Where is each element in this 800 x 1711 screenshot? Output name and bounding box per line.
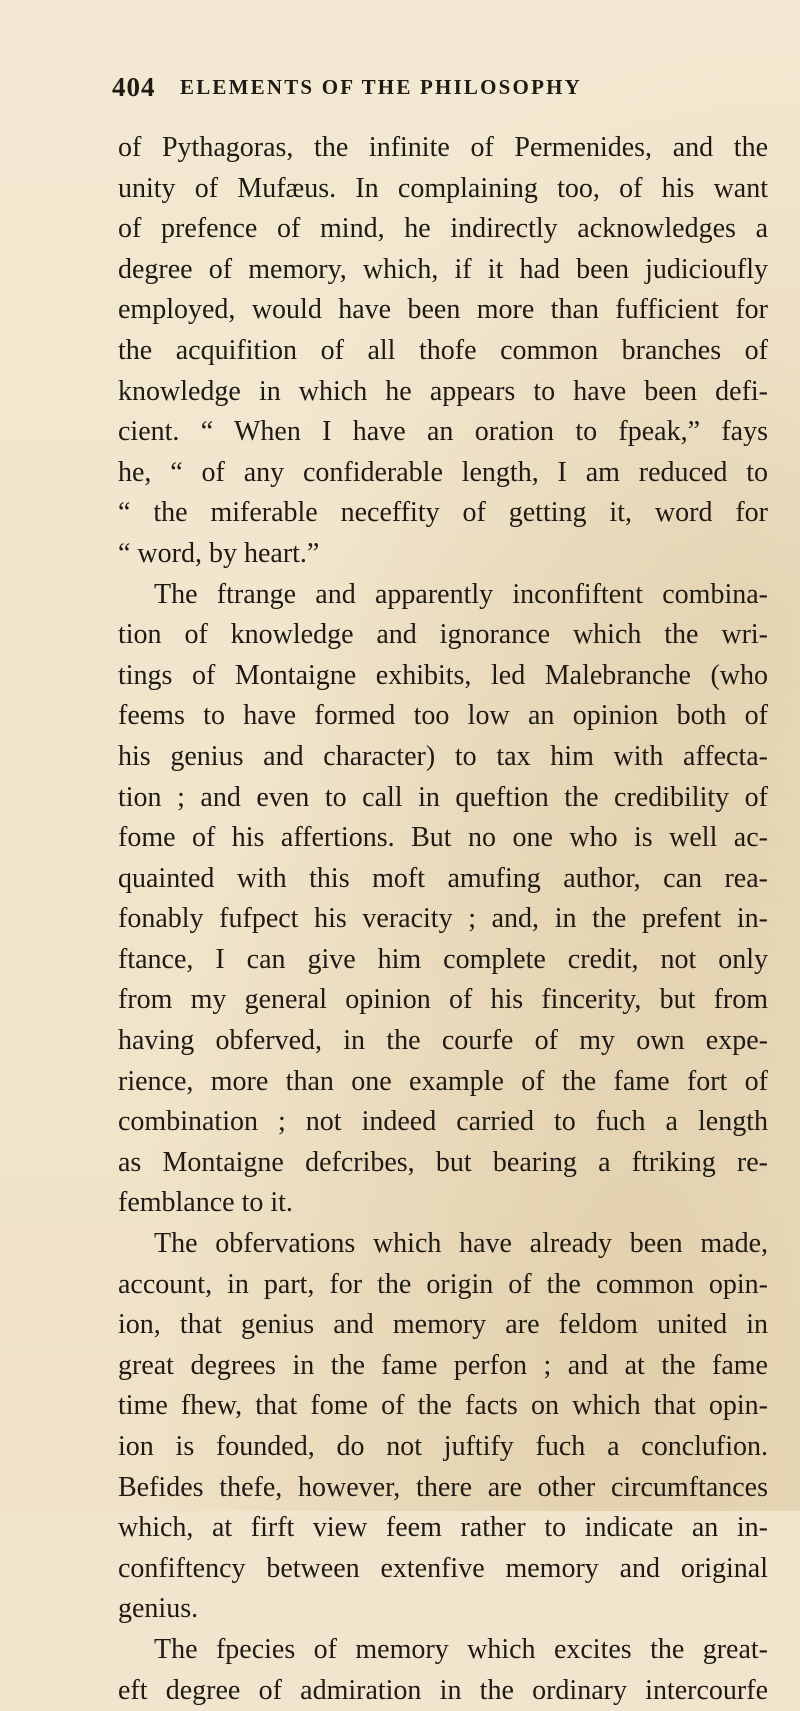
running-title: ELEMENTS OF THE PHILOSOPHY <box>180 75 583 99</box>
text-line: great degrees in the fame perfon ; and at the fame <box>118 1349 768 1381</box>
text-line: The ftrange and apparently inconfiftent combina- <box>154 578 768 610</box>
text-line: ftance, I can give him complete credit, not only <box>118 943 768 975</box>
text-line: cient. “ When I have an oration to fpeak,” fays <box>118 416 768 448</box>
text-line: femblance to it. <box>118 1187 293 1219</box>
text-line: The fpecies of memory which excites the great- <box>154 1633 768 1665</box>
text-line: fonably fufpect his veracity ; and, in the prefent in- <box>118 903 768 935</box>
text-line: degree of memory, which, if it had been judicioufly <box>118 253 768 285</box>
text-line: employed, would have been more than fufficient for <box>118 294 768 326</box>
text-line: knowledge in which he appears to have been defi- <box>118 375 768 407</box>
text-line: he, “ of any confiderable length, I am reduced to <box>118 456 768 488</box>
text-line: of prefence of mind, he indirectly acknowledges a <box>118 213 768 245</box>
text-line: confiftency between extenfive memory and original <box>118 1552 768 1584</box>
text-line: “ the miferable neceffity of getting it, word for <box>118 497 768 529</box>
text-line: tings of Montaigne exhibits, led Malebranche (who <box>118 659 768 691</box>
text-line: rience, more than one example of the fame fort of <box>118 1065 768 1097</box>
text-line: tion of knowledge and ignorance which the wri- <box>118 619 768 651</box>
text-line: quainted with this moft amufing author, can rea- <box>118 862 768 894</box>
page-number: 404 <box>112 72 156 102</box>
text-line: ion, that genius and memory are feldom united in <box>118 1309 768 1341</box>
text-line: which, at firft view feem rather to indicate an in- <box>118 1512 768 1544</box>
body-text <box>118 128 768 1711</box>
text-line: “ word, by heart.” <box>118 537 320 569</box>
text-line: Befides thefe, however, there are other circumftances <box>118 1471 768 1503</box>
text-line: time fhew, that fome of the facts on which that opin- <box>118 1390 768 1422</box>
text-line: account, in part, for the origin of the common opin- <box>118 1268 768 1300</box>
text-line: having obferved, in the courfe of my own expe- <box>118 1025 768 1057</box>
text-line: unity of Mufæus. In complaining too, of his want <box>118 172 768 204</box>
running-head <box>112 72 712 112</box>
text-line: fome of his affertions. But no one who is well ac- <box>118 822 768 854</box>
text-line: the acquifition of all thofe common branches of <box>118 334 768 366</box>
text-line: eft degree of admiration in the ordinary intercourfe <box>118 1674 768 1706</box>
text-line: genius. <box>118 1593 199 1625</box>
text-line: tion ; and even to call in queftion the credibility of <box>118 781 768 813</box>
text-line: ion is founded, do not juftify fuch a conclufion. <box>118 1431 768 1462</box>
text-line: combination ; not indeed carried to fuch a length <box>118 1106 768 1138</box>
text-line: of Pythagoras, the infinite of Permenides, and the <box>118 132 768 163</box>
text-line: his genius and character) to tax him with affecta- <box>118 740 768 772</box>
text-line: from my general opinion of his fincerity, but from <box>118 984 768 1016</box>
text-line: The obfervations which have already been made, <box>154 1228 768 1260</box>
text-line: as Montaigne defcribes, but bearing a ftriking re- <box>118 1146 768 1178</box>
text-line: feems to have formed too low an opinion both of <box>118 700 768 732</box>
